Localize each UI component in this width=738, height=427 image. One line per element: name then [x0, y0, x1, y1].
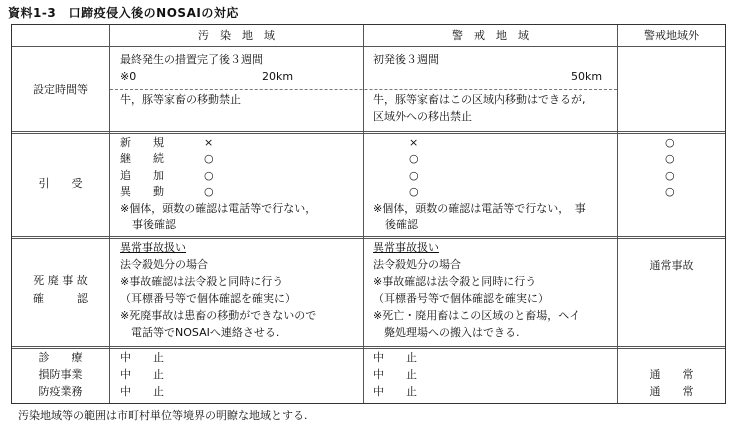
services-col1-medical: 中 止 — [120, 351, 164, 364]
row-label-hikiuke: 引 受 — [38, 177, 83, 190]
hikiuke-col1-note2: 事後確認 — [132, 218, 176, 231]
row-divider-1 — [12, 131, 725, 134]
row-divider-2 — [12, 236, 725, 239]
setting-col1-line2a: ※0 — [120, 70, 137, 83]
header-outside-area: 警戒地域外 — [644, 29, 699, 42]
response-table — [11, 24, 726, 404]
hikiuke-item-new: 新 規 — [120, 136, 164, 149]
hikiuke-col3-mark-transfer: ○ — [665, 185, 675, 198]
death-col2-line5: ※死亡・廃用畜はこの区域のと畜場，ヘイ — [373, 309, 581, 322]
hikiuke-item-transfer: 異 動 — [120, 185, 164, 198]
row-label-death-2: 確 認 — [33, 292, 88, 305]
setting-dashed-divider — [110, 89, 617, 90]
services-col3-epidemic-prevention: 通 常 — [649, 385, 694, 398]
death-col2-line1: 異常事故扱い — [373, 241, 439, 254]
death-col1-line2: 法令殺処分の場合 — [120, 258, 208, 271]
hikiuke-col3-mark-continue: ○ — [665, 152, 675, 165]
death-col1-line1: 異常事故扱い — [120, 241, 186, 254]
hikiuke-col1-note1: ※個体，頭数の確認は電話等で行ない， — [120, 202, 317, 215]
services-col1-epidemic-prevention: 中 止 — [120, 385, 164, 398]
hikiuke-col2-mark-continue: ○ — [409, 152, 419, 165]
header-divider — [12, 46, 725, 47]
row-label-medical: 診 療 — [38, 351, 83, 364]
services-col2-medical: 中 止 — [373, 351, 417, 364]
death-col2-line2: 法令殺処分の場合 — [373, 258, 461, 271]
setting-col2-line2: 50km — [571, 70, 603, 83]
hikiuke-col1-mark-continue: ○ — [204, 152, 214, 165]
hikiuke-item-add: 追 加 — [120, 169, 164, 182]
death-col1-line3: ※事故確認は法令殺と同時に行う — [120, 275, 284, 288]
setting-col1-line2b: 20km — [262, 70, 294, 83]
header-contaminated-area: 汚 染 地 域 — [198, 29, 275, 42]
hikiuke-col2-mark-new: × — [409, 136, 419, 149]
setting-col1-line1: 最終発生の措置完了後３週間 — [120, 53, 263, 66]
services-col2-damage-prevention: 中 止 — [373, 368, 417, 381]
hikiuke-col2-note2: 後確認 — [385, 218, 418, 231]
death-col3: 通常事故 — [649, 259, 694, 272]
hikiuke-col2-note1: ※個体，頭数の確認は電話等で行ない， 事 — [373, 202, 586, 215]
hikiuke-col2-mark-transfer: ○ — [409, 185, 419, 198]
death-col2-line6: 斃処理場への搬入はできる. — [373, 326, 520, 339]
death-col2-line4: （耳標番号等で個体確認を確実に） — [373, 292, 549, 305]
row-label-damage-prevention: 損防事業 — [38, 368, 83, 381]
hikiuke-col1-mark-add: ○ — [204, 169, 214, 182]
hikiuke-col1-mark-new: × — [204, 136, 214, 149]
hikiuke-col3-mark-new: ○ — [665, 136, 675, 149]
row-divider-3 — [12, 346, 725, 349]
setting-col1-line3: 牛，豚等家畜の移動禁止 — [120, 93, 241, 106]
hikiuke-col2-mark-add: ○ — [409, 169, 419, 182]
death-col1-line5: ※死廃事故は患畜の移動ができないので — [120, 309, 317, 322]
services-col2-epidemic-prevention: 中 止 — [373, 385, 417, 398]
hikiuke-col1-mark-transfer: ○ — [204, 185, 214, 198]
row-label-death-1: 死 廃 事 故 — [33, 274, 88, 287]
death-col1-line4: （耳標番号等で個体確認を確実に） — [120, 292, 296, 305]
row-label-setting: 設定時間等 — [33, 83, 88, 96]
hikiuke-col3-mark-add: ○ — [665, 169, 675, 182]
setting-col2-line3: 牛，豚等家畜はこの区域内移動はできるが, — [373, 93, 586, 106]
row-label-epidemic-prevention: 防疫業務 — [38, 385, 83, 398]
death-col2-line3: ※事故確認は法令殺と同時に行う — [373, 275, 537, 288]
services-col3-damage-prevention: 通 常 — [649, 368, 694, 381]
setting-col2-line1: 初発後３週間 — [373, 53, 439, 66]
header-warning-area: 警 戒 地 域 — [452, 29, 529, 42]
services-col1-damage-prevention: 中 止 — [120, 368, 164, 381]
page-title: 資料1-3 口蹄疫侵入後のNOSAIの対応 — [8, 6, 239, 20]
hikiuke-item-continue: 継 続 — [120, 152, 164, 165]
setting-col2-line4: 区域外への移出禁止 — [373, 110, 472, 123]
death-col1-line6: 電話等でNOSAIへ連絡させる. — [120, 326, 280, 339]
footnote: 汚染地域等の範囲は市町村単位等境界の明瞭な地域とする. — [18, 409, 308, 422]
